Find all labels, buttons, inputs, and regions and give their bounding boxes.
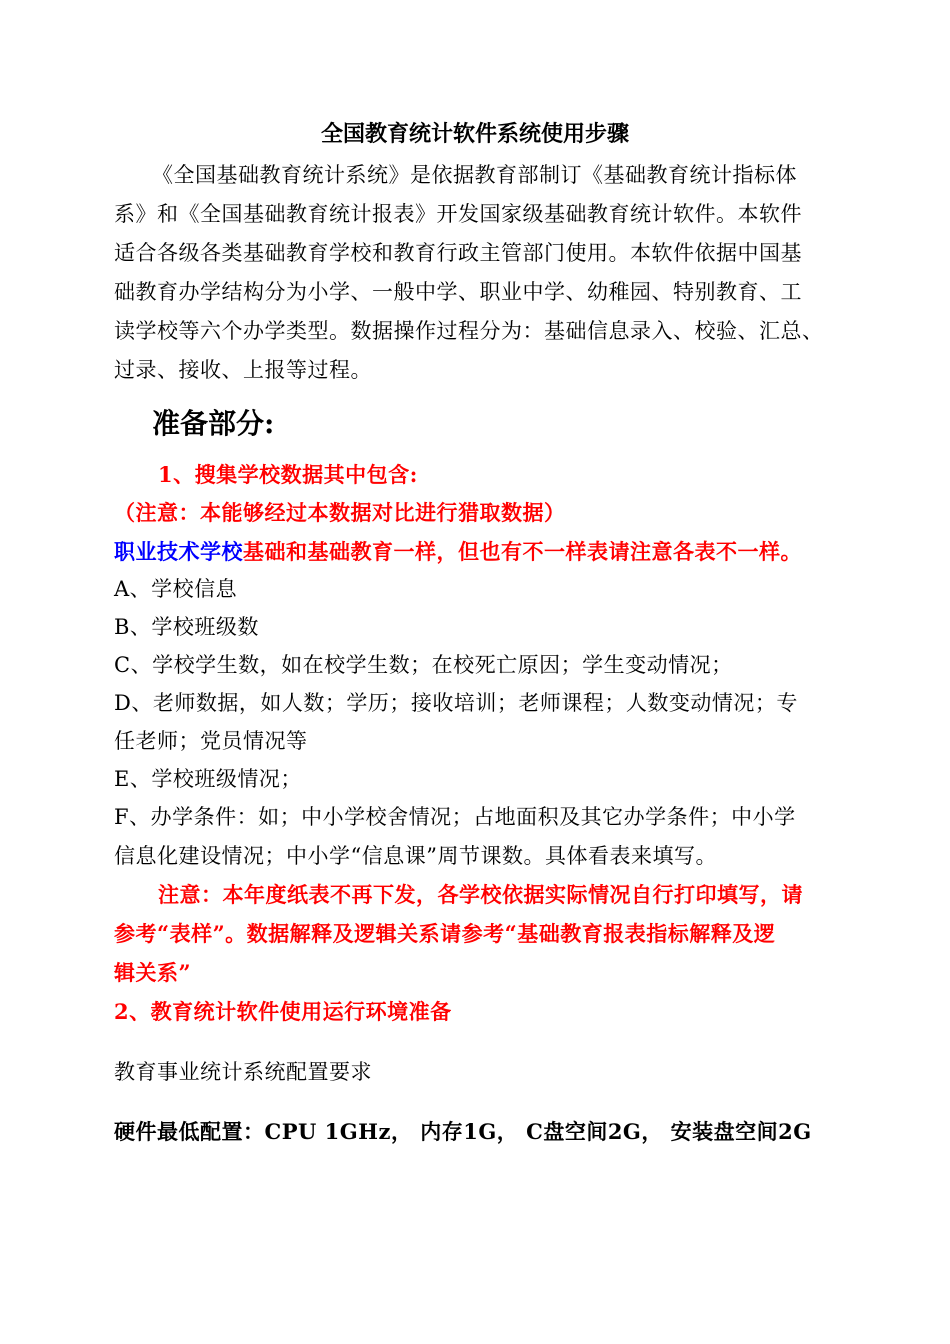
vocational-line	[114, 537, 802, 567]
intro-line-3: 适合各级各类基础教育学校和教育行政主管部门使用。本软件依据中国基	[114, 241, 802, 265]
document-title: 全国教育统计软件系统使用步骤	[320, 121, 629, 147]
intro-line-1: 《全国基础教育统计系统》是依据教育部制订《基础教育统计指标体	[152, 163, 797, 187]
step2-title: 2、教育统计软件使用运行环境准备	[114, 999, 452, 1024]
hardware-config-label: 硬件最低配置：	[114, 1119, 265, 1144]
item-d-line-1: D、老师数据，如人数；学历；接收培训；老师课程；人数变动情况；专	[114, 691, 798, 715]
vocational-school-label: 职业技术学校	[114, 539, 243, 564]
item-a: A、学校信息	[114, 577, 238, 601]
vocational-note: 基础和基础教育一样，但也有不一样表请注意各表不一样。	[243, 539, 802, 564]
hardware-config-values: CPU 1GHz， 内存1G， C盘空间2G， 安装盘空间2G	[264, 1119, 812, 1144]
notice-line-2: 参考“表样”。数据解释及逻辑关系请参考“基础教育报表指标解释及逻	[114, 921, 776, 946]
config-title: 教育事业统计系统配置要求	[114, 1060, 372, 1084]
step1-title: 1、搜集学校数据其中包含:	[158, 462, 418, 487]
intro-line-6: 过录、接收、上报等过程。	[114, 358, 372, 382]
intro-line-5: 读学校等六个办学类型。数据操作过程分为：基础信息录入、校验、汇总、	[114, 319, 824, 343]
item-e: E、学校班级情况；	[114, 767, 302, 791]
step1-note: （注意：本能够经过本数据对比进行猎取数据）	[114, 500, 566, 525]
item-f-line-2: 信息化建设情况；中小学“信息课”周节课数。具体看表来填写。	[114, 844, 717, 868]
intro-line-2: 系》和《全国基础教育统计报表》开发国家级基础教育统计软件。本软件	[114, 202, 802, 226]
intro-line-4: 础教育办学结构分为小学、一般中学、职业中学、幼稚园、特别教育、工	[114, 280, 802, 304]
hardware-config-line	[114, 1117, 812, 1147]
item-f-line-1: F、办学条件：如；中小学校舍情况；占地面积及其它办学条件；中小学	[114, 805, 796, 829]
notice-line-1: 注意：本年度纸表不再下发，各学校依据实际情况自行打印填写，请	[158, 882, 803, 907]
notice-line-3: 辑关系”	[114, 960, 192, 985]
item-c: C、学校学生数，如在校学生数；在校死亡原因；学生变动情况；	[114, 653, 733, 677]
item-b: B、学校班级数	[114, 615, 259, 639]
item-d-line-2: 任老师；党员情况等	[114, 729, 308, 753]
section-heading: 准备部分:	[152, 407, 275, 440]
